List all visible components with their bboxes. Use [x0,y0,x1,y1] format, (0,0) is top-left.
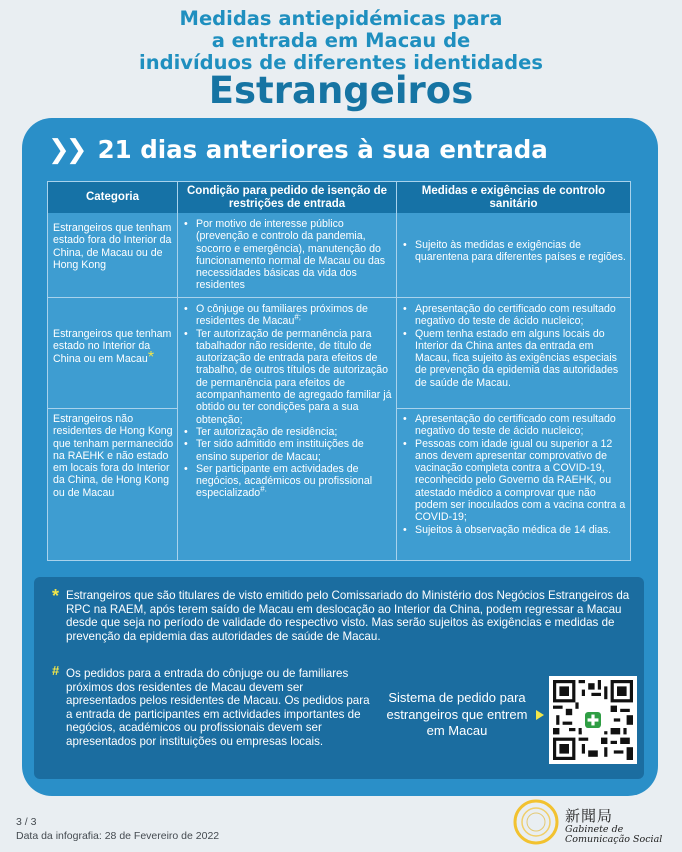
section-heading-text: 21 dias anteriores à sua entrada [97,135,548,164]
table-header-measures: Medidas e exigências de controlo sanitário [397,182,630,213]
qr-code[interactable] [549,676,637,764]
list-item: • Apresentação do certificado com resultado negativo do teste de ácido nucleico; [400,303,628,328]
note-hash-mark: # [52,663,60,678]
application-system-label: Sistema de pedido para estrangeiros que entrem em Macau [386,690,528,738]
hash-mark: #; [294,312,302,322]
section-heading [48,133,548,167]
list-item-text: Ser participante em actividades de negócios, académicos ou profissional especializado [196,462,373,500]
list-item: • Por motivo de interesse público (prevenção e controlo da pandemia, socorro e emergência), manutenção do funcionamento normal de Macau ou das necessidades básicas da vida dos residentes [181,218,395,292]
qr-code-icon [553,680,633,760]
list-item [181,463,395,500]
row-divider [48,408,177,409]
category-cell-1: Estrangeiros que tenham estado fora do Interior da China, de Macau ou de Hong Kong [53,222,172,271]
list-item: • Apresentação do certificado com resultado negativo do teste de ácido nucleico; [400,413,628,438]
logo-chinese-text: 新聞局 [565,807,614,825]
row-divider [48,297,630,298]
list-item: • Ter sido admitido em instituições de ensino superior de Macau; [181,438,395,463]
row-divider [397,408,630,409]
page-number: 3 / 3 [16,816,37,828]
logo-portuguese-text [565,825,662,845]
double-chevron-icon: ❯❯ [48,135,84,165]
logo-portuguese-line-2: Comunicação Social [565,834,663,845]
hash-mark: #. [260,484,267,494]
page-subtitle: Estrangeiros [208,69,474,112]
measures-cell-1 [400,239,628,264]
measures-cell-2 [400,303,628,389]
note-star-text: Estrangeiros que são titulares de visto emitido pelo Comissariado do Ministério dos Negócios Estrangeiros da RPC na RAEM, após terem saído de Macau em deslocação ao Interior da China, podem regressar a Macau desde que seja no período de validade do respectivo visto. Mas serão sujeitos às exigências e medidas de prevenção da epidemia das autoridades de saúde de Macau. [66,589,630,643]
conditions-cell-1 [181,218,395,292]
measures-table [47,181,631,561]
category-cell-3: Estrangeiros não residentes de Hong Kong que tenham permanecido na RAEHK e não estado em locais fora do Interior da China, de Hong Kong ou de Macau [53,413,174,499]
measures-cell-3 [400,413,628,536]
list-item-text: O cônjuge ou familiares próximos de residentes de Macau [196,303,368,328]
category-cell-2-text: Estrangeiros que tenham estado no Interior da China ou em Macau [53,328,172,365]
title-line-2: a entrada em Macau de [211,29,471,52]
list-item: • Ter autorização de permanência para tabalhador não residente, de título de autorização de entrada para efeitos de trabalho, de outros títulos de autorização de permanência para efeitos de acompanhamento de agregado familiar já obtido ou ter condições para a sua obtenção; [181,328,395,426]
title-line-1: Medidas antiepidémicas para [179,7,503,30]
note-star-mark: * [52,586,60,606]
table-header-conditions: Condição para pedido de isenção de restrições de entrada [178,182,396,213]
list-item: • Sujeitos à observação médica de 14 dias. [400,524,628,536]
list-item: • Pessoas com idade igual ou superior a 12 anos devem apresentar comprovativo de vacinação completa contra a COVID-19, reconhecido pelo Governo da RAEHK, ou atestado médico a comprovar que não podem ser inoculados com a vacina contra a COVID-19; [400,438,628,524]
arrow-right-icon [536,710,544,720]
note-hash-text: Os pedidos para a entrada do cônjuge ou de familiares próximos dos residentes de Macau devem ser apresentados pelos residentes de Macau. Os pedidos para a entrada de participantes em actividades importantes de negócios, académicos ou profissionais devem ser apresentados por instituições ou empresas locais. [66,667,370,748]
star-mark: * [147,348,155,366]
column-divider [396,182,397,560]
title-line-3: indivíduos de diferentes identidades [139,51,543,74]
page-title [0,8,682,74]
column-divider [177,182,178,560]
table-header-category: Categoria [48,182,177,213]
conditions-cell-shared [181,303,395,500]
list-item [181,303,395,328]
infographic-date: Data da infografia: 28 de Fevereiro de 2022 [16,830,220,842]
category-cell-2 [53,328,174,365]
logo-portuguese-line-1: Gabinete de [565,824,624,835]
list-item: • Sujeito às medidas e exigências de quarentena para diferentes países e regiões. [400,239,628,264]
list-item: • Quem tenha estado em alguns locais do Interior da China antes da entrada em Macau, fica sujeito às exigências especiais de prevenção da epidemia das autoridades de saúde de Macau. [400,328,628,389]
list-item: • Ter autorização de residência; [181,426,395,438]
